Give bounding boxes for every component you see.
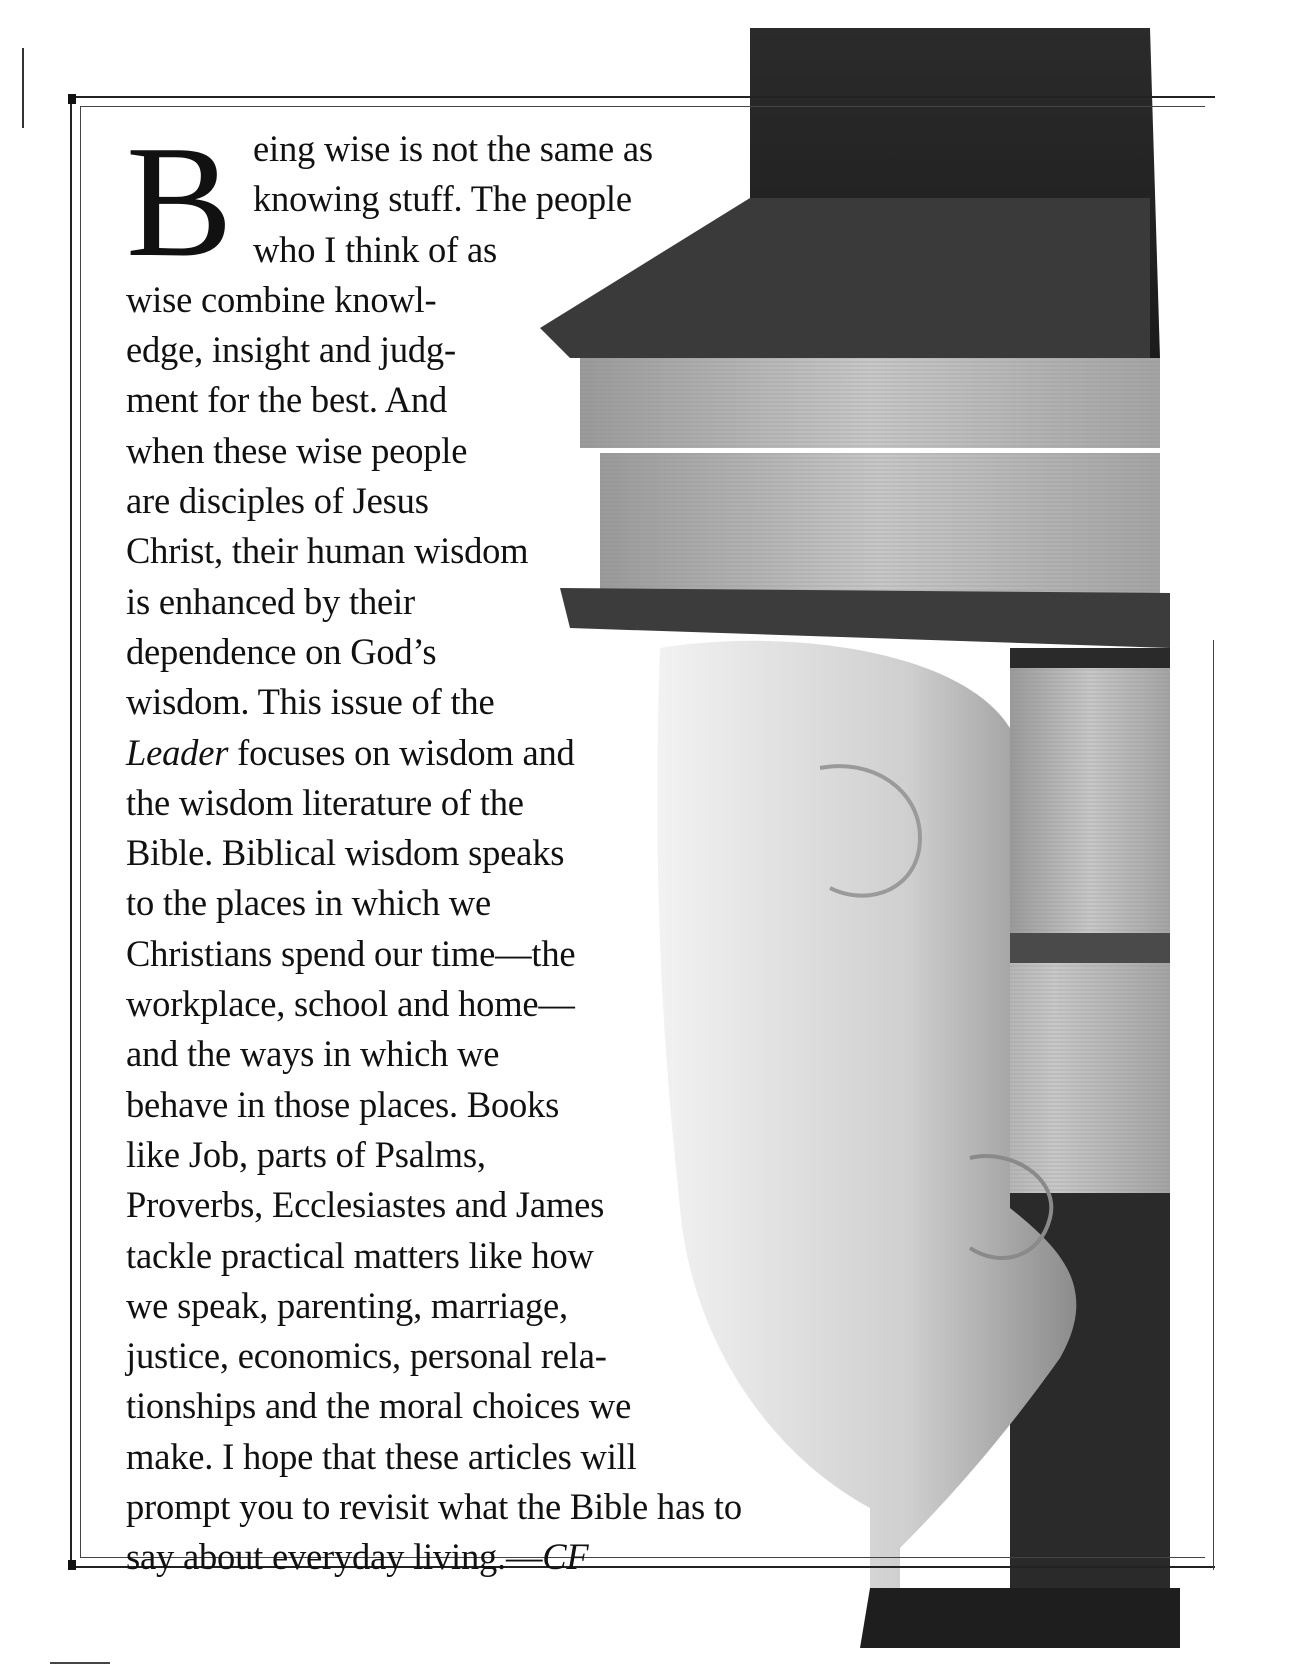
article-line: are disciples of Jesus — [126, 480, 429, 522]
article-line-last — [126, 1532, 846, 1582]
article-line-rest: focuses on wisdom and — [228, 731, 575, 773]
article-line: Proverbs, Ecclesiastes and James — [126, 1184, 605, 1226]
article-line: when these wise people — [126, 429, 468, 471]
article-line: tackle practical matters like how — [126, 1234, 594, 1276]
article-line: knowing stuff. The people — [253, 178, 632, 220]
article-line: who I think of as — [253, 228, 497, 270]
article-line: is enhanced by their — [126, 580, 415, 622]
article-line: the wisdom literature of the — [126, 781, 524, 823]
frame-right-line — [1213, 640, 1214, 1570]
leader-title: Leader — [126, 731, 229, 773]
article-line: Bible. Biblical wisdom speaks — [126, 832, 565, 874]
article-line: prompt you to revisit what the Bible has to — [126, 1486, 742, 1528]
article-line: dependence on God’s — [126, 630, 437, 672]
article-line: Christ, their human wisdom — [126, 530, 529, 572]
article-line: Christians spend our time—the — [126, 932, 576, 974]
article-line: justice, economics, personal rela- — [126, 1335, 607, 1377]
author-signature: CF — [542, 1536, 589, 1578]
article-line: to the places in which we — [126, 882, 491, 924]
article-line — [126, 728, 846, 778]
article-last-text: say about everyday living.— — [126, 1536, 543, 1578]
drop-cap: B — [126, 112, 233, 290]
corner-mark-top — [68, 94, 76, 104]
article-line: tionships and the moral choices we — [126, 1385, 632, 1427]
article-line: and the ways in which we — [126, 1033, 500, 1075]
article-text — [126, 112, 846, 1583]
footer-rule — [50, 1662, 110, 1664]
article-line: ment for the best. And — [126, 379, 447, 421]
article-line: workplace, school and home— — [126, 983, 575, 1025]
article-line: behave in those places. Books — [126, 1083, 560, 1125]
article-line: wisdom. This issue of the — [126, 681, 495, 723]
margin-mark — [22, 48, 24, 128]
article-line: edge, insight and judg- — [126, 329, 456, 371]
article-line: like Job, parts of Psalms, — [126, 1133, 486, 1175]
corner-mark-bottom — [68, 1560, 76, 1570]
article-line: make. I hope that these articles will — [126, 1435, 637, 1477]
article-line: wise combine knowl- — [126, 278, 437, 320]
article-line: eing wise is not the same as — [253, 128, 653, 169]
article-line: we speak, parenting, marriage, — [126, 1284, 568, 1326]
